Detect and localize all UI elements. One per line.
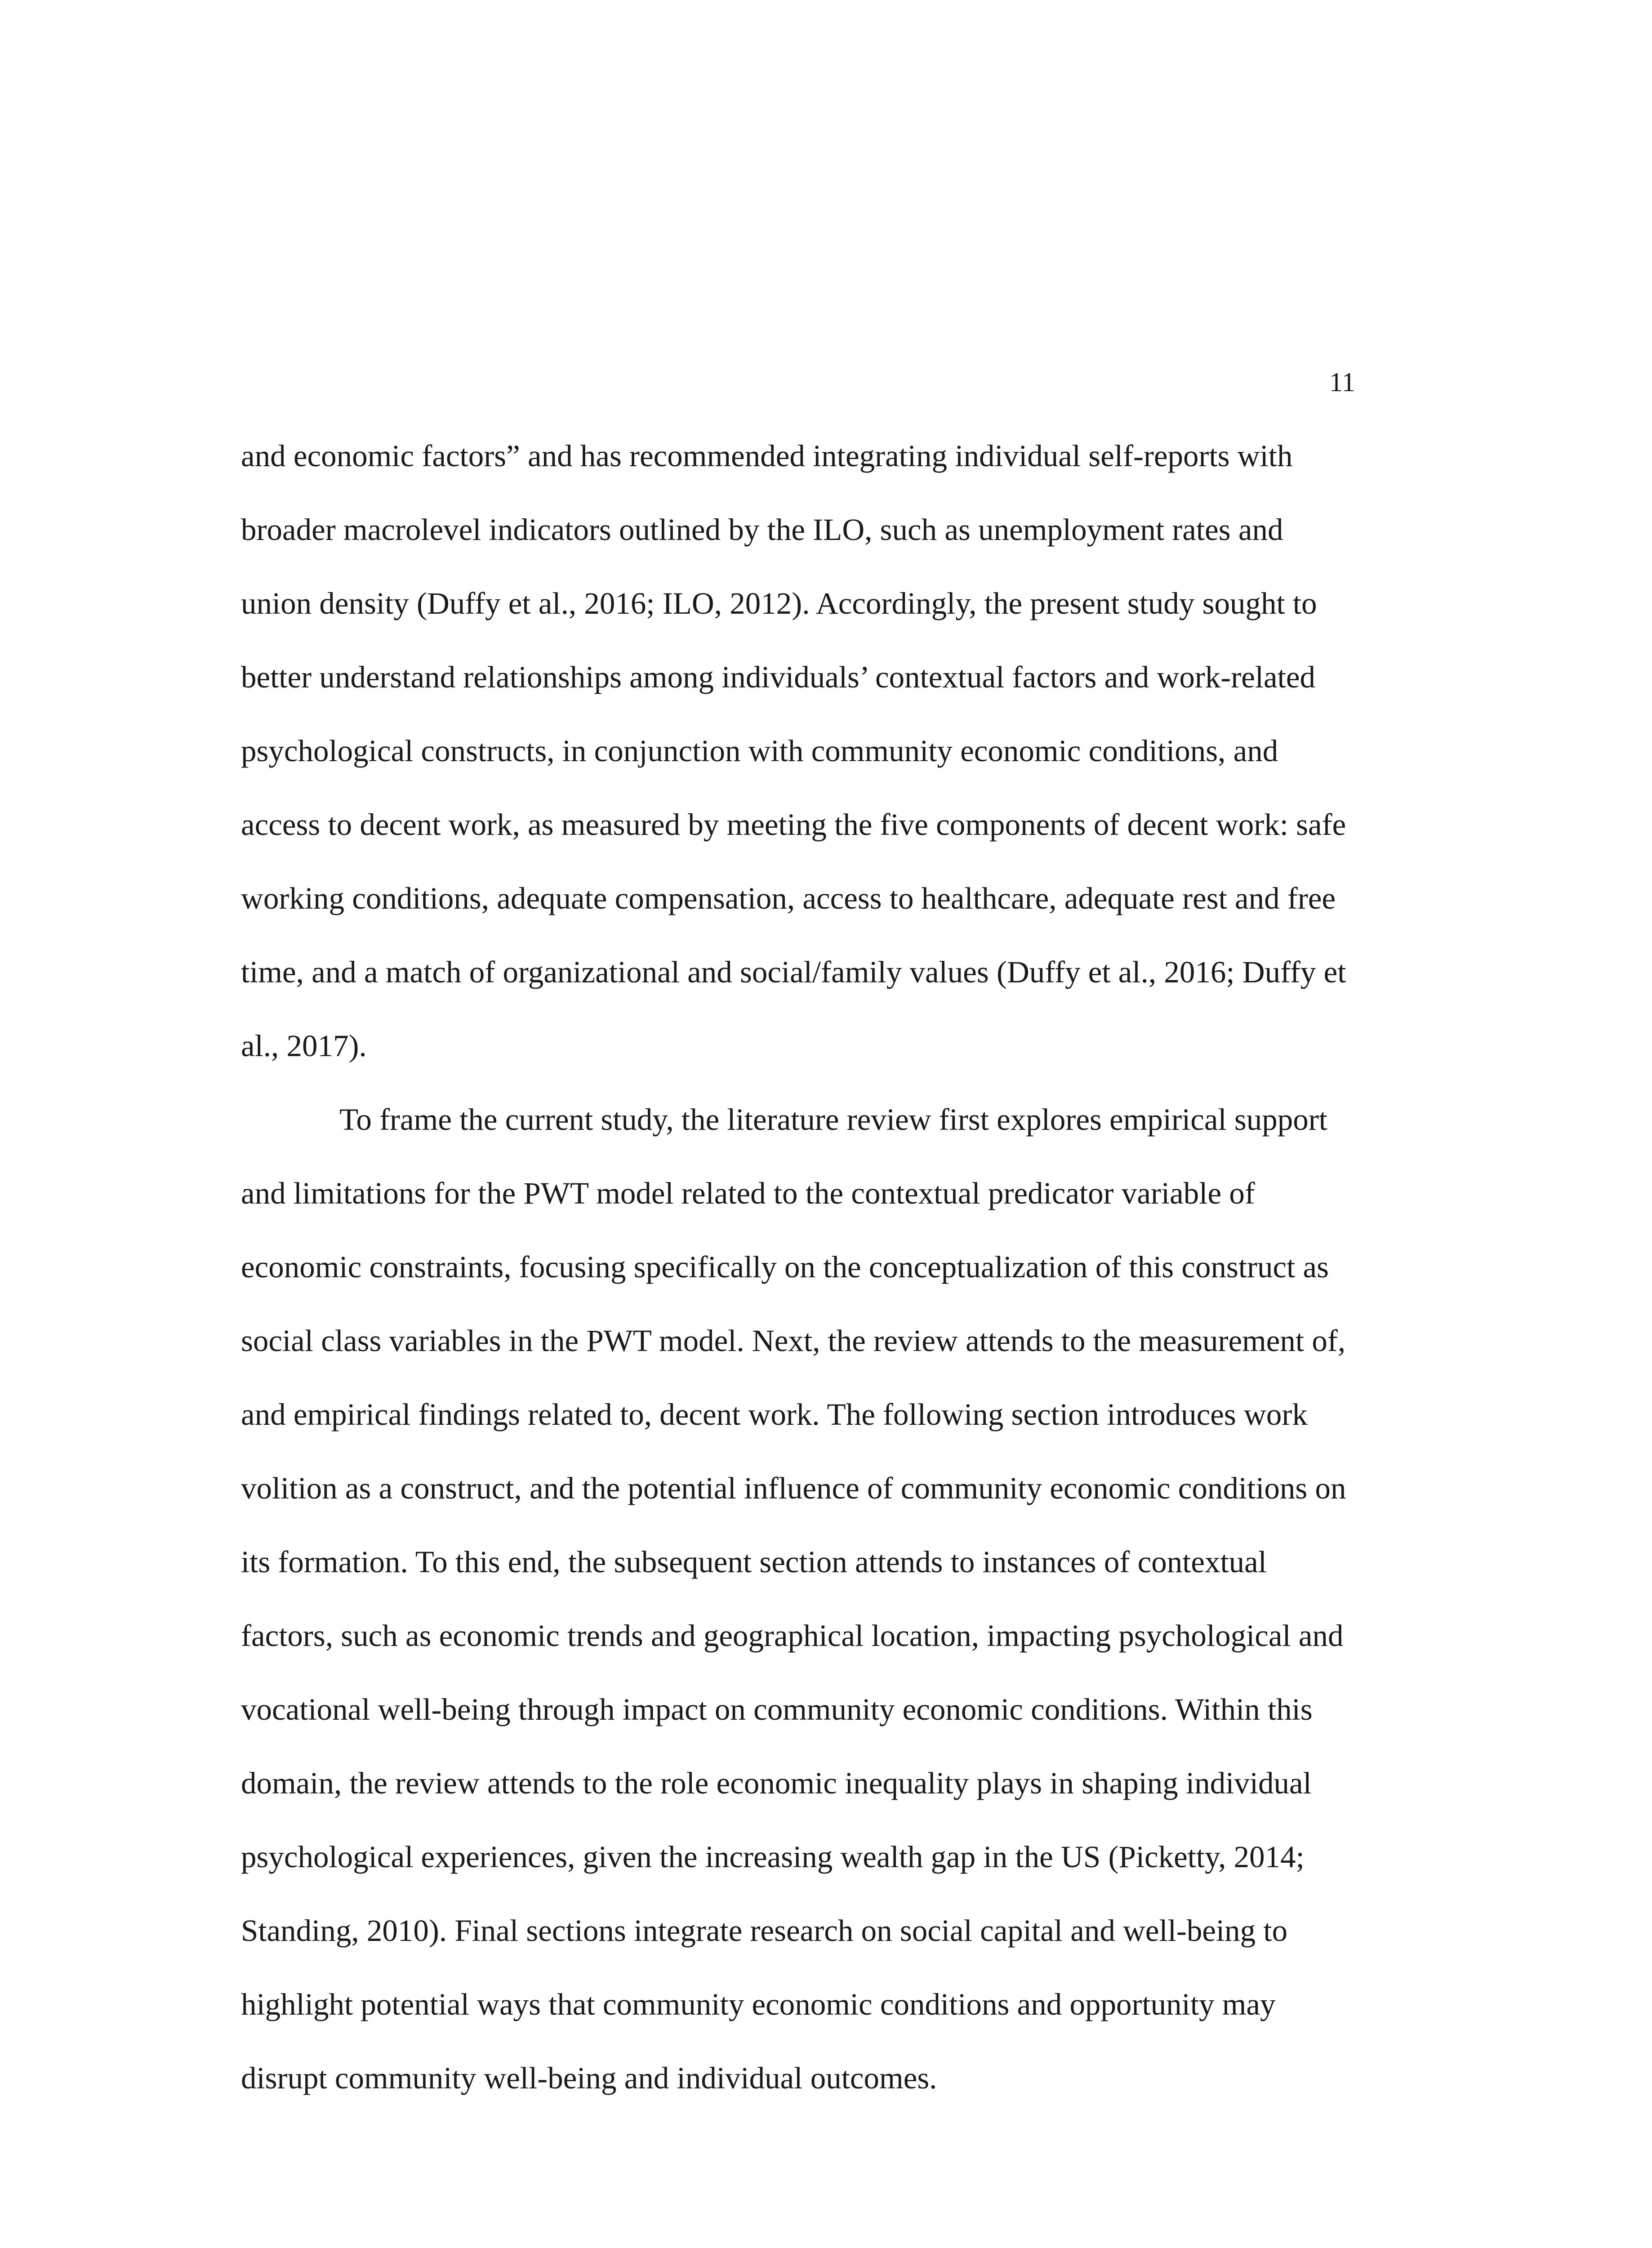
text-line: al., 2017). [241,1029,367,1063]
text-line: and empirical findings related to, decent work. The following section introduces work [241,1397,1308,1432]
text-line: social class variables in the PWT model. Next, the review attends to the measurement of, [241,1324,1346,1358]
text-line: economic constraints, focusing specifically on the conceptualization of this construct as [241,1250,1329,1284]
text-line: broader macrolevel indicators outlined by the ILO, such as unemployment rates and [241,513,1283,547]
text-line: union density (Duffy et al., 2016; ILO, 2012). Accordingly, the present study sought to [241,586,1317,620]
text-line: access to decent work, as measured by meeting the five components of decent work: safe [241,807,1346,842]
text-line: Standing, 2010). Final sections integrate research on social capital and well-being to [241,1913,1288,1948]
text-line: volition as a construct, and the potential influence of community economic conditions on [241,1471,1346,1505]
text-line: factors, such as economic trends and geographical location, impacting psychological and [241,1619,1344,1653]
text-line: time, and a match of organizational and social/family values (Duffy et al., 2016; Duffy et [241,955,1346,989]
text-line: disrupt community well-being and individual outcomes. [241,2061,937,2095]
text-line: working conditions, adequate compensation, access to healthcare, adequate rest and free [241,881,1336,915]
text-line: psychological constructs, in conjunction with community economic conditions, and [241,734,1278,768]
text-line: psychological experiences, given the increasing wealth gap in the US (Picketty, 2014; [241,1840,1305,1874]
text-line: highlight potential ways that community economic conditions and opportunity may [241,1987,1276,2021]
text-line: better understand relationships among individuals’ contextual factors and work-related [241,660,1315,694]
text-line: To frame the current study, the literature review first explores empirical support [339,1102,1327,1137]
page-number: 11 [1329,367,1355,397]
text-line: and economic factors” and has recommended integrating individual self-reports with [241,439,1293,473]
text-line: and limitations for the PWT model related to the contextual predicator variable of [241,1176,1255,1210]
text-line: domain, the review attends to the role economic inequality plays in shaping individual [241,1766,1312,1800]
text-line: vocational well-being through impact on community economic conditions. Within this [241,1692,1313,1726]
text-line: its formation. To this end, the subsequent section attends to instances of contextual [241,1545,1267,1579]
